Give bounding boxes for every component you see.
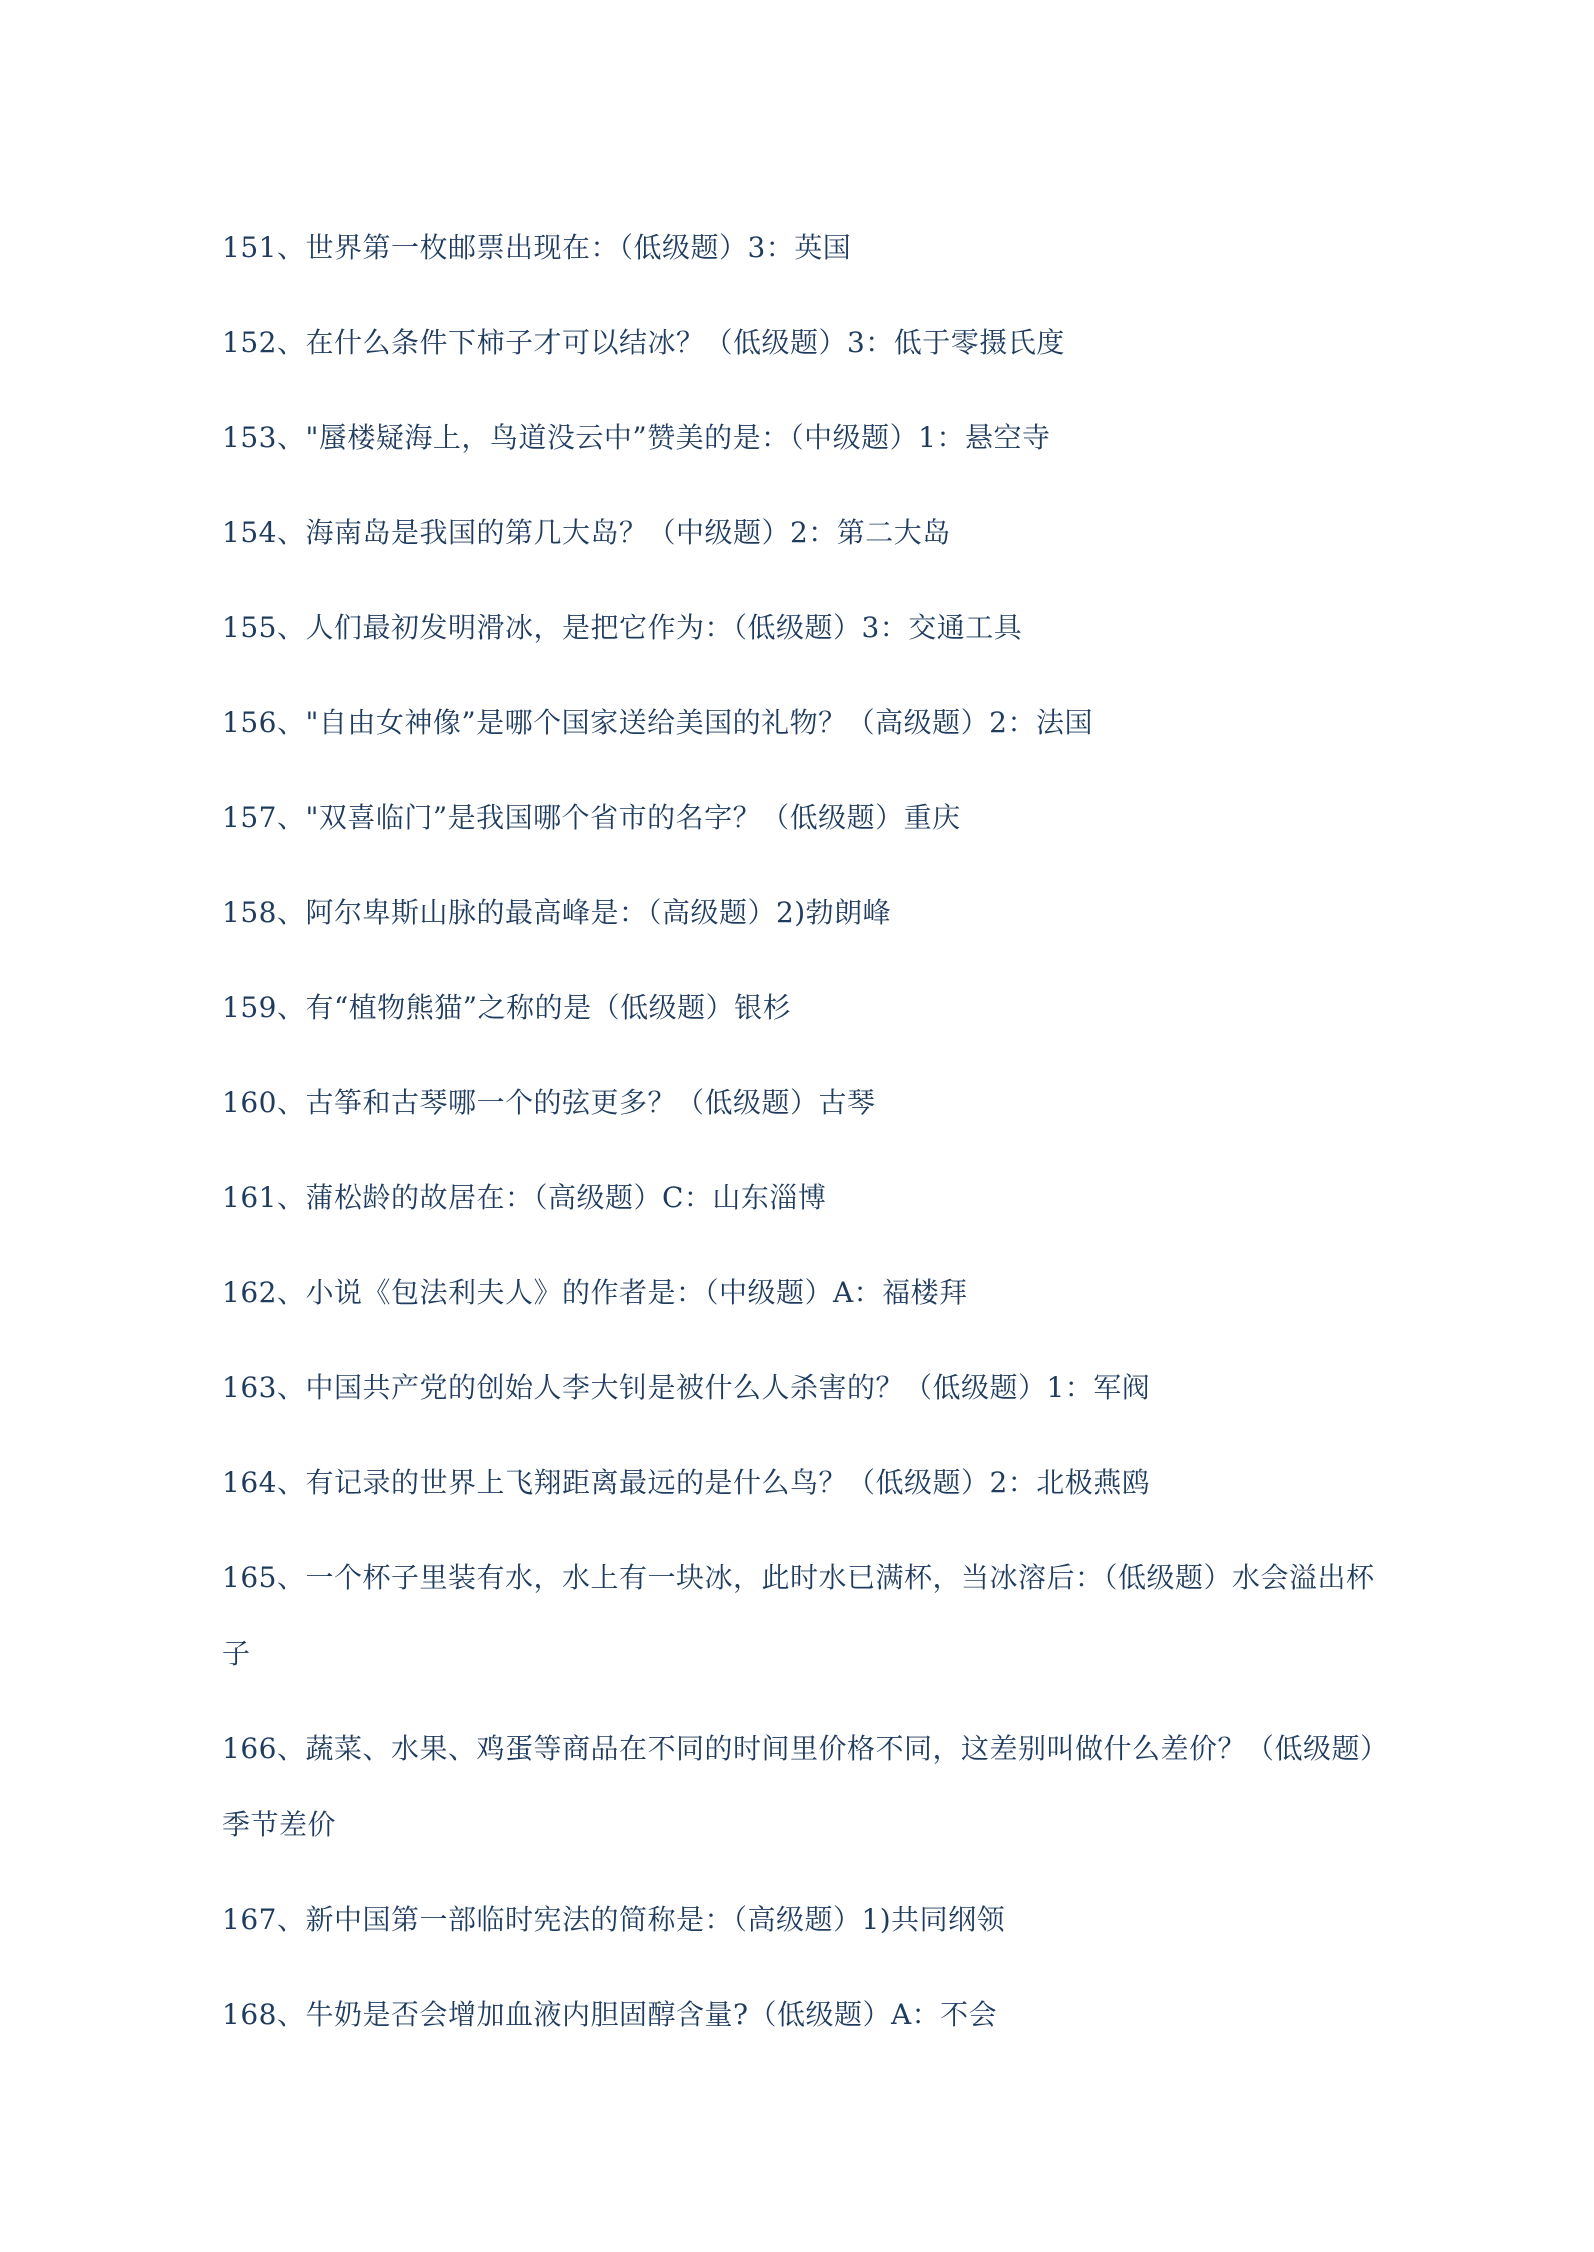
question-item: 165、一个杯子里装有水，水上有一块冰，此时水已满杯，当冰溶后：（低级题）水会溢出杯子 — [222, 1561, 1375, 1670]
question-item: 162、小说《包法利夫人》的作者是：（中级题）A：福楼拜 — [222, 1276, 968, 1309]
question-item: 158、阿尔卑斯山脉的最高峰是：（高级题）2)勃朗峰 — [222, 896, 892, 929]
question-item: 164、有记录的世界上飞翔距离最远的是什么鸟？（低级题）2：北极燕鸥 — [222, 1466, 1151, 1499]
question-item: 163、中国共产党的创始人李大钊是被什么人杀害的？（低级题）1：军阀 — [222, 1371, 1151, 1404]
question-item: 166、蔬菜、水果、鸡蛋等商品在不同的时间里价格不同，这差别叫做什么差价？（低级题）季节差价 — [222, 1732, 1389, 1841]
question-item: 154、海南岛是我国的第几大岛？（中级题）2：第二大岛 — [222, 516, 951, 549]
question-item: 157、"双喜临门”是我国哪个省市的名字？（低级题）重庆 — [222, 801, 961, 834]
question-item: 160、古筝和古琴哪一个的弦更多？（低级题）古琴 — [222, 1086, 876, 1119]
question-item: 168、牛奶是否会增加血液内胆固醇含量?（低级题）A：不会 — [222, 1998, 998, 2031]
question-item: 155、人们最初发明滑冰，是把它作为：（低级题）3：交通工具 — [222, 611, 1023, 644]
question-item: 153、"蜃楼疑海上，鸟道没云中”赞美的是：（中级题）1：悬空寺 — [222, 421, 1051, 454]
question-item: 152、在什么条件下柿子才可以结冰？（低级题）3：低于零摄氏度 — [222, 326, 1065, 359]
question-item: 161、蒲松龄的故居在：（高级题）C：山东淄博 — [222, 1181, 827, 1214]
question-item: 151、世界第一枚邮票出现在：（低级题）3：英国 — [222, 231, 852, 264]
question-item: 159、有“植物熊猫”之称的是（低级题）银杉 — [222, 991, 792, 1024]
question-item: 167、新中国第一部临时宪法的简称是：（高级题）1)共同纲领 — [222, 1903, 1006, 1936]
question-list — [222, 210, 1392, 2053]
question-item: 156、"自由女神像”是哪个国家送给美国的礼物？（高级题）2：法国 — [222, 706, 1093, 739]
